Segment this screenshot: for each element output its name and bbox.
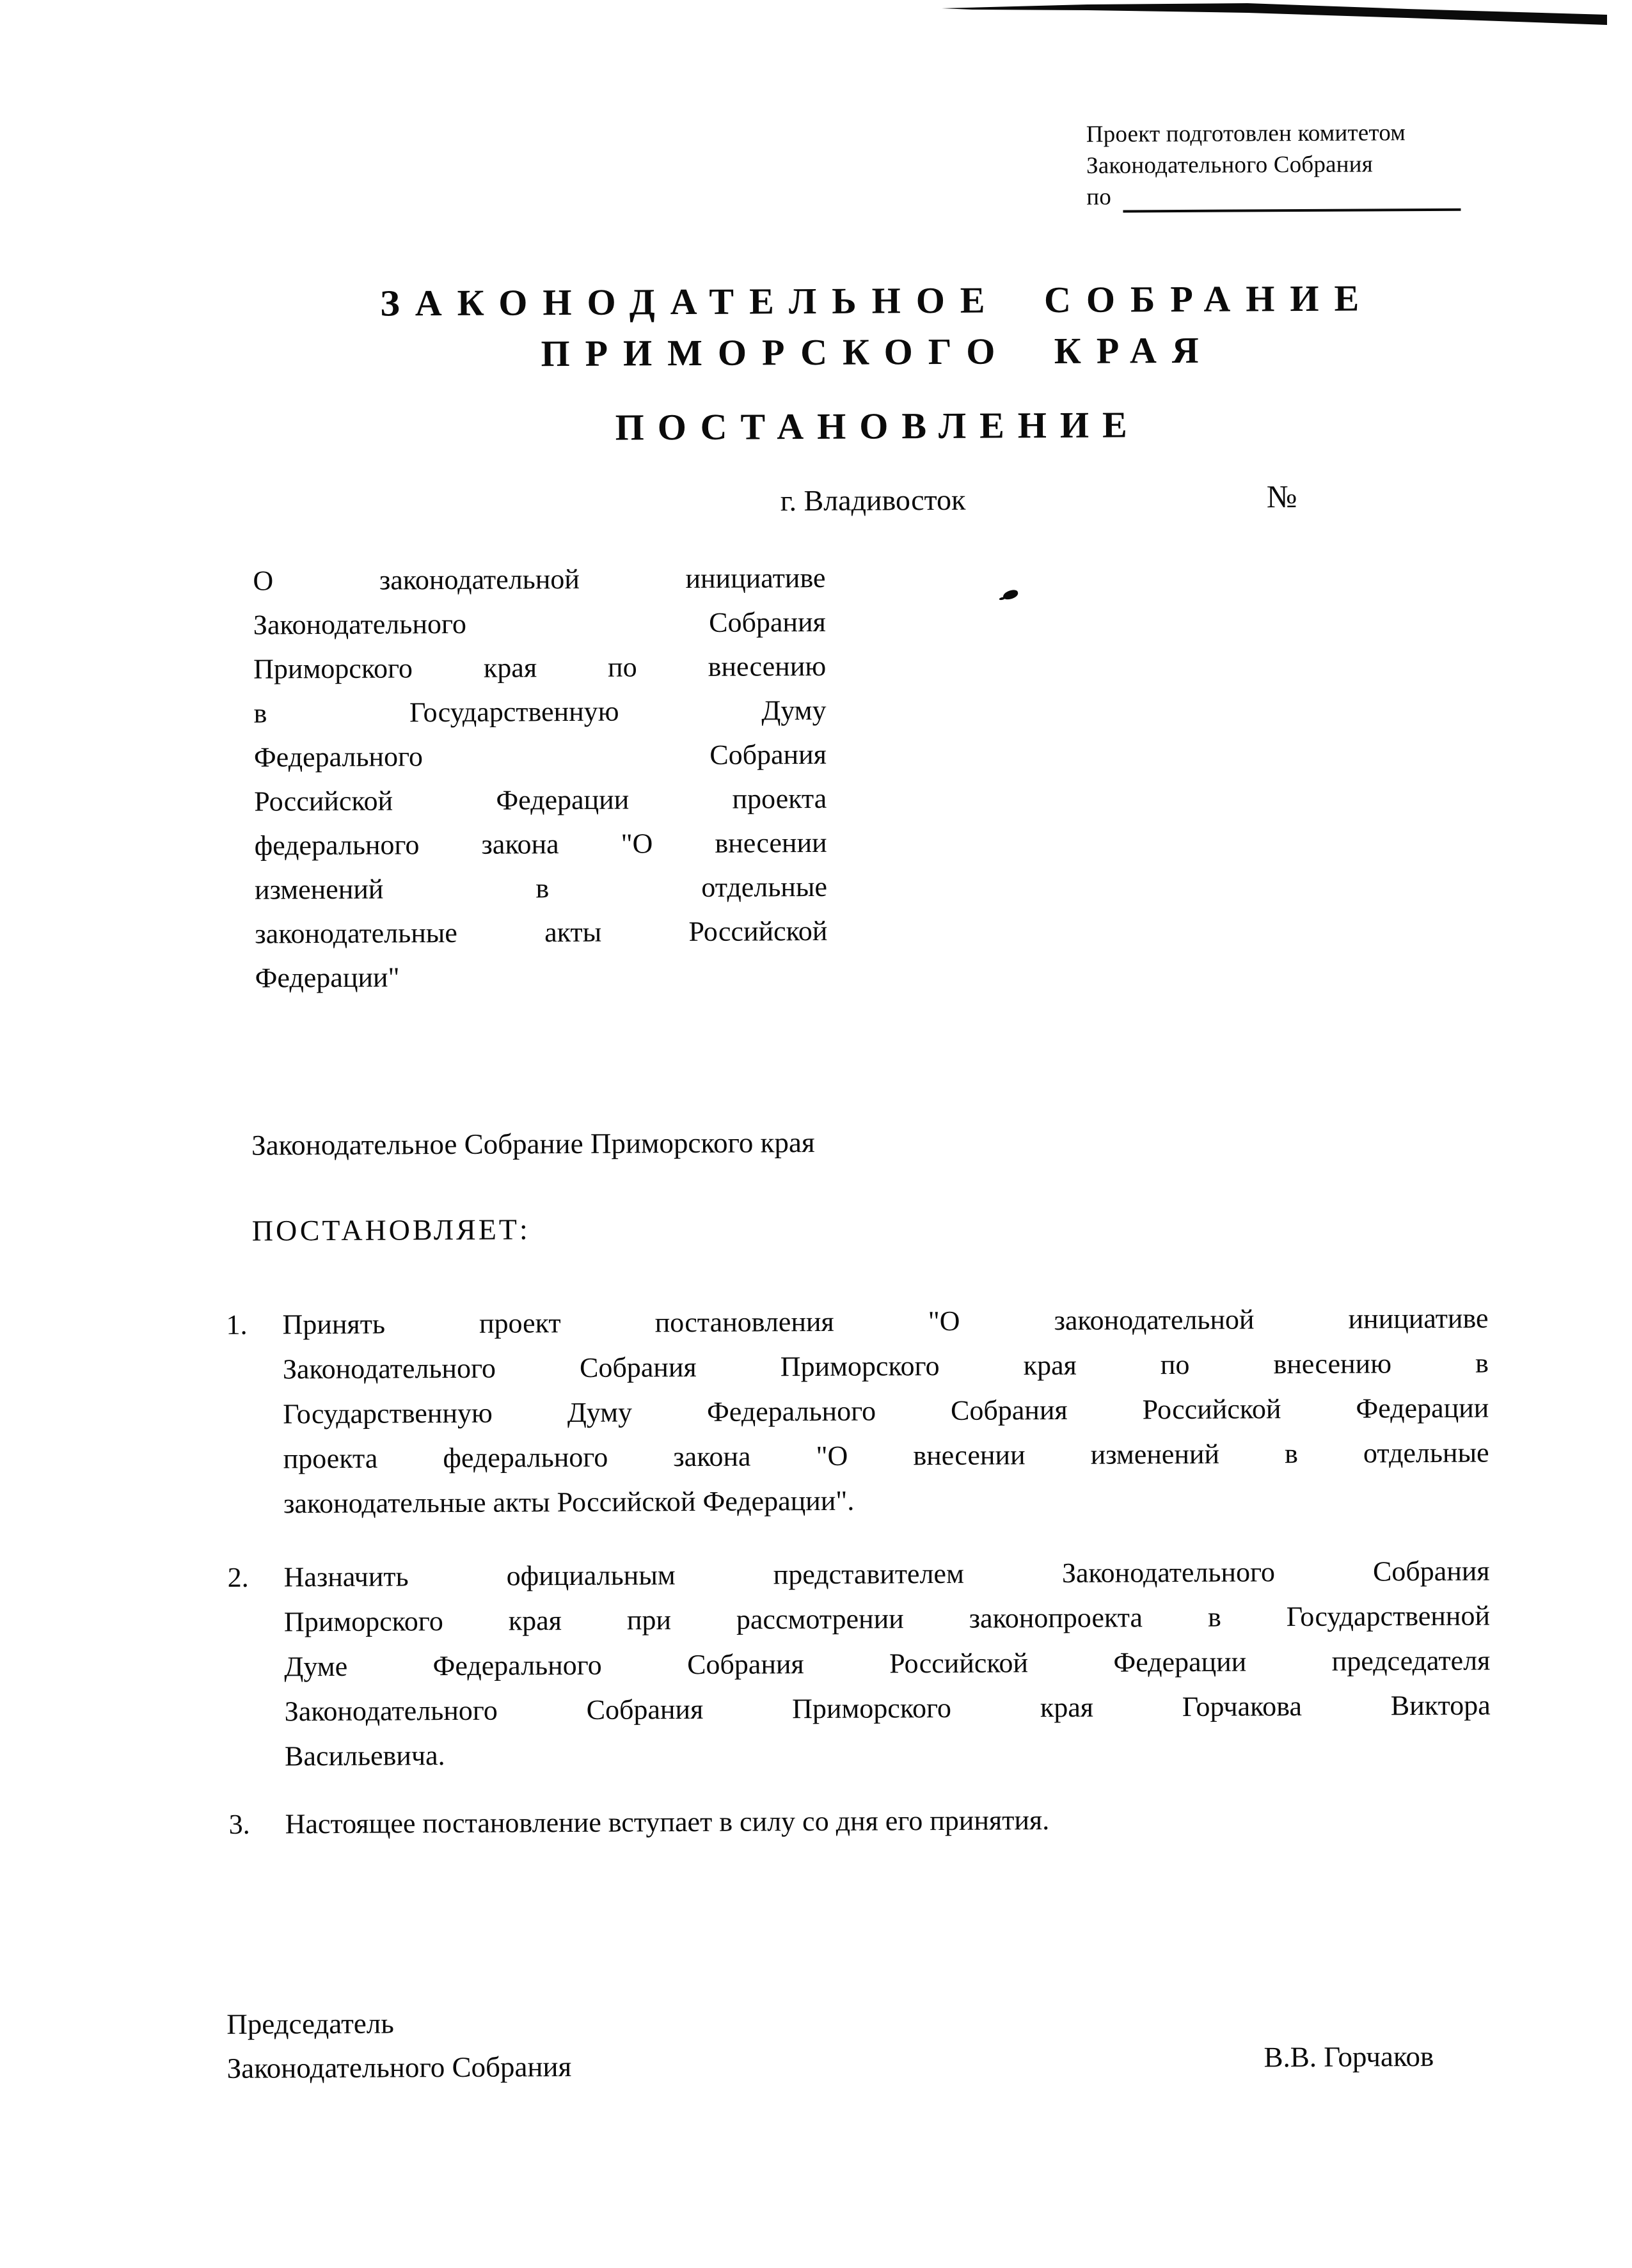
resolution-item-1 (225, 1296, 1489, 1527)
text-line: законодательные акты Российской (255, 915, 828, 950)
prepared-by-prefix: по (1086, 184, 1112, 210)
committee-blank-underline (1123, 183, 1461, 213)
resolves-label: ПОСТАНОВЛЯЕТ: (251, 1213, 530, 1247)
city-label: г. Владивосток (780, 483, 966, 517)
item-text (283, 1548, 1491, 1779)
text-line: Законодательного Собрания Приморского края по внесению в (282, 1347, 1489, 1385)
document-type-title: ПОСТАНОВЛЕНИЕ (615, 404, 1141, 448)
text-line: Принять проект постановления "О законодательной инициативе (282, 1302, 1489, 1341)
text-line: федерального закона "О внесении (254, 826, 827, 862)
text-line: Федерации" (255, 961, 400, 994)
signature-role-line1: Председатель (226, 2007, 394, 2040)
issuer-name-line2: ПРИМОРСКОГО КРАЯ (541, 329, 1214, 375)
text-line: изменений в отдельные (254, 870, 828, 906)
resolution-item-3 (227, 1795, 1491, 1847)
resolution-item-2 (226, 1548, 1491, 1779)
text-line: Законодательного Собрания Приморского края Горчакова Виктора (284, 1689, 1491, 1728)
text-line: законодательные акты Российской Федерации". (283, 1484, 855, 1520)
text-line: Думе Федерального Собрания Российской Федерации председателя (284, 1644, 1491, 1683)
intro-line: Законодательное Собрание Приморского края (251, 1126, 815, 1162)
text-line: проекта федерального закона "О внесении изменений в отдельные (283, 1437, 1489, 1475)
prepared-by-line2: Законодательного Собрания (1086, 151, 1374, 179)
text-line: Настоящее постановление вступает в силу со дня его принятия. (285, 1804, 1050, 1840)
signature-role (226, 2001, 571, 2091)
prepared-by-line1: Проект подготовлен комитетом (1086, 120, 1406, 148)
text-line: Российской Федерации проекта (254, 782, 827, 817)
text-line: Васильевича. (284, 1740, 445, 1772)
text-line: Назначить официальным представителем Законодательного Собрания (283, 1555, 1490, 1593)
text-line: в Государственную Думу (253, 694, 827, 729)
text-line: Законодательного Собрания (253, 606, 826, 641)
text-line: Государственную Думу Федерального Собрания Российской Федерации (283, 1392, 1489, 1430)
item-text (285, 1795, 1491, 1847)
item-number: 1. (226, 1309, 248, 1341)
prepared-by-note (1086, 116, 1509, 212)
signature-role-line2: Законодательного Собрания (226, 2051, 572, 2084)
ink-blot-artifact (1002, 589, 1018, 601)
subject-block (253, 556, 828, 1000)
document-heading (359, 272, 1396, 454)
text-line: Федерального Собрания (253, 738, 827, 773)
document-number-sign: № (1266, 478, 1297, 515)
item-number: 3. (228, 1808, 250, 1840)
prepared-by-line3 (1086, 179, 1509, 212)
text-line: Приморского края при рассмотрении законопроекта в Государственной (283, 1600, 1491, 1638)
item-number: 2. (227, 1561, 249, 1593)
item-text (282, 1296, 1489, 1527)
issuer-name-line1: ЗАКОНОДАТЕЛЬНОЕ СОБРАНИЕ (380, 277, 1375, 324)
text-line: Приморского края по внесению (253, 650, 827, 685)
text-line: О законодательной инициативе (253, 562, 826, 597)
signature-name: В.В. Горчаков (1264, 2040, 1434, 2074)
